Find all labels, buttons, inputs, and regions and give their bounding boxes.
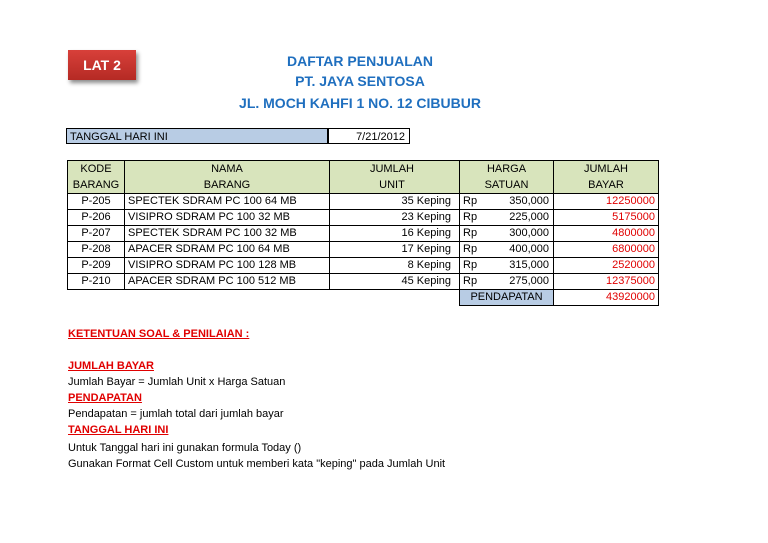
cell-harga[interactable]: 275,000 [490,274,554,290]
cell-unit[interactable]: 35 Keping [330,194,460,210]
cell-kode[interactable]: P-207 [68,226,125,242]
cell-kode[interactable]: P-206 [68,210,125,226]
header-nama[interactable]: NAMA BARANG [125,161,330,194]
cell-nama[interactable]: APACER SDRAM PC 100 64 MB [125,242,330,258]
sales-table [67,160,659,306]
pendapatan-value[interactable]: 43920000 [554,290,659,306]
table-row [68,210,659,226]
cell-bayar[interactable]: 5175000 [554,210,659,226]
cell-rp[interactable]: Rp [460,274,491,290]
cell-rp[interactable]: Rp [460,210,491,226]
cell-bayar[interactable]: 6800000 [554,242,659,258]
lat-badge: LAT 2 [68,50,136,80]
cell-unit[interactable]: 17 Keping [330,242,460,258]
header-kode[interactable]: KODE BARANG [68,161,125,194]
table-row [68,226,659,242]
cell-bayar[interactable]: 2520000 [554,258,659,274]
empty-cell [68,290,125,306]
cell-kode[interactable]: P-205 [68,194,125,210]
tanggal-title: TANGGAL HARI INI [68,424,169,436]
table-row [68,274,659,290]
pendapatan-text: Pendapatan = jumlah total dari jumlah bayar [68,408,284,420]
cell-nama[interactable]: VISIPRO SDRAM PC 100 32 MB [125,210,330,226]
cell-rp[interactable]: Rp [460,194,491,210]
date-value-cell[interactable]: 7/21/2012 [328,128,410,144]
cell-bayar[interactable]: 12375000 [554,274,659,290]
pendapatan-title: PENDAPATAN [68,392,142,404]
pendapatan-label[interactable]: PENDAPATAN [460,290,554,306]
empty-cell [330,290,460,306]
cell-unit[interactable]: 23 Keping [330,210,460,226]
table-header-row [68,161,659,194]
title-line-3: JL. MOCH KAHFI 1 NO. 12 CIBUBUR [239,95,481,111]
notes-heading: KETENTUAN SOAL & PENILAIAN : [68,328,250,340]
title-line-1: DAFTAR PENJUALAN [287,53,433,69]
table-row [68,258,659,274]
cell-bayar[interactable]: 12250000 [554,194,659,210]
cell-harga[interactable]: 350,000 [490,194,554,210]
cell-harga[interactable]: 400,000 [490,242,554,258]
header-unit[interactable]: JUMLAH UNIT [330,161,460,194]
cell-harga[interactable]: 225,000 [490,210,554,226]
pendapatan-row [68,290,659,306]
cell-kode[interactable]: P-209 [68,258,125,274]
tanggal-text-2: Gunakan Format Cell Custom untuk memberi kata "keping" pada Jumlah Unit [68,458,446,470]
jumlah-bayar-title: JUMLAH BAYAR [68,360,154,372]
cell-kode[interactable]: P-210 [68,274,125,290]
cell-harga[interactable]: 300,000 [490,226,554,242]
cell-kode[interactable]: P-208 [68,242,125,258]
date-label-cell[interactable]: TANGGAL HARI INI [66,128,328,144]
jumlah-bayar-text: Jumlah Bayar = Jumlah Unit x Harga Satuan [68,376,286,388]
cell-nama[interactable]: APACER SDRAM PC 100 512 MB [125,274,330,290]
cell-nama[interactable]: VISIPRO SDRAM PC 100 128 MB [125,258,330,274]
cell-unit[interactable]: 8 Keping [330,258,460,274]
cell-rp[interactable]: Rp [460,242,491,258]
cell-harga[interactable]: 315,000 [490,258,554,274]
cell-rp[interactable]: Rp [460,226,491,242]
title-line-2: PT. JAYA SENTOSA [295,73,425,89]
cell-nama[interactable]: SPECTEK SDRAM PC 100 32 MB [125,226,330,242]
cell-nama[interactable]: SPECTEK SDRAM PC 100 64 MB [125,194,330,210]
cell-bayar[interactable]: 4800000 [554,226,659,242]
table-row [68,242,659,258]
cell-rp[interactable]: Rp [460,258,491,274]
cell-unit[interactable]: 45 Keping [330,274,460,290]
tanggal-text-1: Untuk Tanggal hari ini gunakan formula Today () [68,442,302,454]
empty-cell [125,290,330,306]
header-bayar[interactable]: JUMLAH BAYAR [554,161,659,194]
header-harga[interactable]: HARGA SATUAN [460,161,554,194]
table-row [68,194,659,210]
cell-unit[interactable]: 16 Keping [330,226,460,242]
